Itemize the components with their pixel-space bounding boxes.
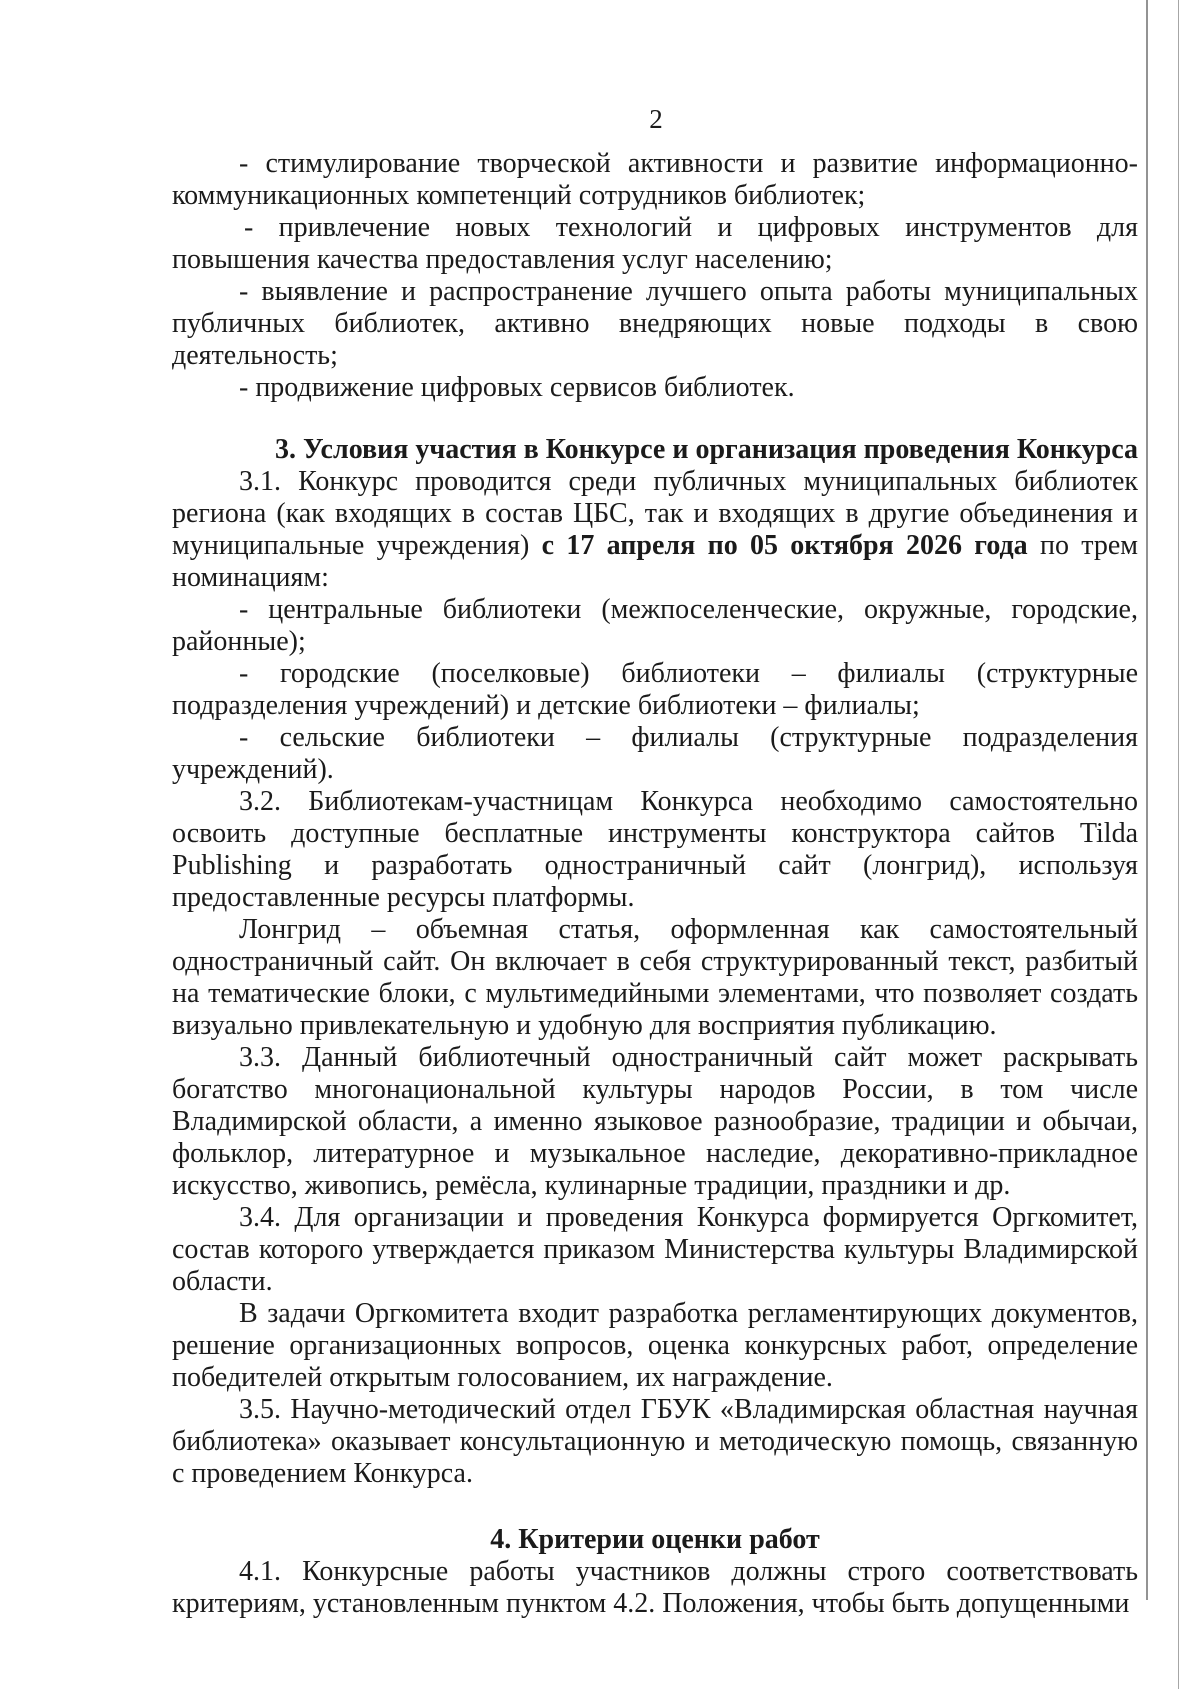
goal-item: - привлечение новых технологий и цифровых инструментов для повышения качества предоставления услуг населению;	[172, 212, 1138, 275]
goal-item: - стимулирование творческой активности и развитие информационно-коммуникационных компетенций сотрудников библиотек;	[172, 148, 1138, 211]
paragraph-4-1: 4.1. Конкурсные работы участников должны строго соответствовать критериям, установленным пунктом 4.2. Положения, чтобы быть допущенными	[172, 1556, 1138, 1619]
page-number: 2	[649, 104, 663, 134]
scan-edge-line	[1178, 0, 1179, 1689]
paragraph-3-1	[172, 466, 1138, 594]
nomination-item: - сельские библиотеки – филиалы (структурные подразделения учреждений).	[172, 722, 1138, 785]
paragraph-3-1-start: 3.1. Конкурс проводится среди публичных муниципальных библиотек региона (как входящих в состав ЦБС, так и входящих в другие объединения и муниципальные учреждения)	[172, 466, 1138, 561]
scan-edge-line	[1146, 0, 1148, 1600]
paragraph-3-2: 3.2. Библиотекам-участницам Конкурса необходимо самостоятельно освоить доступные бесплатные инструменты конструктора сайтов Tilda Publishing и разработать одностраничный сайт (лонгрид), используя предоставленные ресурсы платформы.	[172, 786, 1138, 913]
goal-item: - выявление и распространение лучшего опыта работы муниципальных публичных библиотек, активно внедряющих новые подходы в свою деятельность;	[172, 276, 1138, 371]
orgcommittee-tasks: В задачи Оргкомитета входит разработка регламентирующих документов, решение организационных вопросов, оценка конкурсных работ, определение победителей открытым голосованием, их награждение.	[172, 1298, 1138, 1393]
paragraph-3-3: 3.3. Данный библиотечный одностраничный сайт может раскрывать богатство многонациональной культуры народов России, в том числе Владимирской области, а именно языковое разнообразие, традиции и обычаи, фольклор, литературное и музыкальное наследие, декоративно-прикладное искусство, живопись, ремёсла, кулинарные традиции, праздники и др.	[172, 1042, 1138, 1201]
nomination-item: - городские (поселковые) библиотеки – филиалы (структурные подразделения учреждений) и детские библиотеки – филиалы;	[172, 658, 1138, 721]
contest-dates: с 17 апреля по 05 октября 2026 года	[541, 530, 1028, 561]
paragraph-3-5: 3.5. Научно-методический отдел ГБУК «Владимирская областная научная библиотека» оказывает консультационную и методическую помощь, связанную с проведением Конкурса.	[172, 1394, 1138, 1489]
nomination-item: - центральные библиотеки (межпоселенческие, окружные, городские, районные);	[172, 594, 1138, 657]
paragraph-3-1-end: по трем номинациям:	[172, 530, 1139, 593]
paragraph-3-4: 3.4. Для организации и проведения Конкурса формируется Оргкомитет, состав которого утверждается приказом Министерства культуры Владимирской области.	[172, 1202, 1138, 1297]
longread-definition: Лонгрид – объемная статья, оформленная как самостоятельный одностраничный сайт. Он включает в себя структурированный текст, разбитый на тематические блоки, с мультимедийными элементами, что позволяет создать визуально привлекательную и удобную для восприятия публикацию.	[172, 914, 1138, 1041]
section-3-heading: 3. Условия участия в Конкурсе и организация проведения Конкурса	[275, 434, 1138, 465]
document-body	[172, 148, 1138, 1620]
section-4-heading: 4. Критерии оценки работ	[490, 1524, 820, 1555]
goal-item: - продвижение цифровых сервисов библиотек.	[239, 372, 795, 403]
